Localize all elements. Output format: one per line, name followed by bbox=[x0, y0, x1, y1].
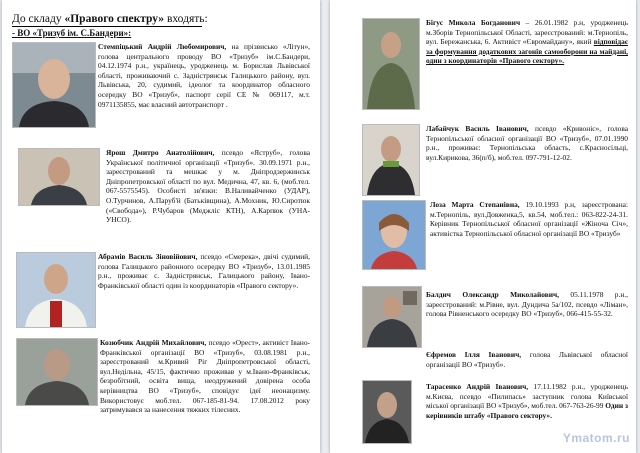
entry-yarosh: Ярош Дмитро Анатолійович, псевдо «Яструб», голова Української політичної організації «Тризуб». 30.09.1971 р.н., зареєстрований та мешкає у м. Дніпродзержинськ Дніпропетровської області по вул. Медична, 47, кв. 6, (моб.тел. 067-5575545). Особисті зв'язки: В.Наливайченко (УДАР), О.Турчинов, А.Паруб'й (Батьківщина), А.Мохник, Ю.Сиротюк («Свобода»), Р.Чубаров (Меджліс КТН), А.Карпюк (УНА-УНСО). bbox=[106, 148, 311, 225]
portrait-image bbox=[363, 381, 411, 443]
portrait-labaichuk bbox=[362, 124, 420, 196]
portrait-image bbox=[363, 201, 425, 269]
portrait-image bbox=[363, 19, 419, 109]
portrait-image bbox=[13, 43, 95, 127]
portrait-yarosh bbox=[18, 148, 100, 206]
organization-title: - ВО «Тризуб ім. С.Бандери»: bbox=[12, 28, 132, 38]
portrait-image bbox=[17, 253, 95, 327]
portrait-image bbox=[19, 149, 99, 205]
entry-loza: Лоза Марта Степанівна, 19.10.1993 р.н, зареєстрована: м.Тернопіль, вул.Довженка,5, кв.54, моб.тел.: 063-822-24-31. Керівник Тернопільської обласної організації «Жіноча Січ», активістка Тернопільської обласної організації ВО «Тризуб» bbox=[430, 200, 629, 238]
portrait-image bbox=[17, 339, 97, 405]
entry-yefremov: Єфремов Ілля Іванович, голова Львівської обласної організації ВО «Тризуб». bbox=[426, 350, 628, 369]
entry-kozyubchyk: Козюбчик Андрій Михайлович, псевдо «Орест», активіст Івано-Франківської організації ВО «Тризуб», 03.08.1981 р.н., зареєстрований м.Кривий Ріг Дніпропетровської області, вул.Недільна, 45/15, фактично проживав у м.Івано-Франківськ, безробітний, освіта вища, неодружений довірена особа керівництва ВО «Тризуб», сповідує ідеї неонацизму. Використовує моб.тел. 067-185-81-94. 17.08.2012 року затримувався за нанесення тяжких тілесних. bbox=[100, 338, 311, 415]
portrait-abramiv bbox=[16, 252, 96, 328]
portrait-tarasenko bbox=[362, 380, 412, 444]
portrait-image bbox=[363, 287, 421, 347]
portrait-bihus bbox=[362, 18, 420, 110]
portrait-stempitsky bbox=[12, 42, 96, 128]
entry-labaichuk: Лабайчук Василь Іванович, псевдо «Кривоніс», голова Тернопільської обласної організації ВО «Тризуб», 07.01.1990 р.н., проживає: Тернопільська область, с.Красносільці, вул.Кирикова, 36(п/б), моб.тел. 097-791-12-02. bbox=[426, 124, 629, 162]
entry-abramiv: Абрамів Василь Зіновійович, псевдо «Смерека», двічі судимий, голова Галицького районного осередку ВО «Тризуб», 13.01.1985 р.н., проживає с. Задністрянськ, Галицького району, Івано-Франківської області один із координаторів «Правого сектору». bbox=[98, 252, 310, 290]
portrait-loza bbox=[362, 200, 426, 270]
heading-underline bbox=[12, 26, 202, 27]
portrait-kozyubchyk bbox=[16, 338, 98, 406]
entry-stempitsky: Стемпіцький Андрій Любомирович, на прізвисько «Літун», голова центрального проводу ВО «Тризуб» ім.С.Бандери, 04.12.1974 р.н., українець, уродженець м. Борислав Львівської області, проживаючий с. Задністрянськ Галицького району, вул. Львівська, 20, судимий, ідеолог та координатор обласного осередку ВО «Тризуб», паспорт серії СЕ № 069117, м.т. 0971135855, має власний автотранспорт . bbox=[98, 42, 311, 109]
document-page-right bbox=[330, 0, 636, 453]
page-heading: До складу «Правого спектру» входять: bbox=[12, 13, 208, 25]
portrait-image bbox=[363, 125, 419, 195]
watermark: Ymatom.ru bbox=[562, 431, 630, 445]
entry-tarasenko: Тарасенко Андрій Іванович, 17.11.1982 р.н., уродженець м.Києва, псевдо «Пилипась» заступник голова Київської міської організації ВО «Тризуб», моб.тел. 067-763-26-99 Один з керівників штабу «Правого сектору». bbox=[426, 382, 629, 420]
entry-bihus: Бігус Микола Богданович – 26.01.1982 р.н, уродженець м.Зборів Тернопільської Області, зареєстрований: м.Тернопіль, вул. Бережанська, 6. Активіст «Євромайдану», який відповідає за формування додаткових загонів самооборони на майдані, один з координаторів «Правого сектору». bbox=[426, 18, 628, 66]
portrait-baldych bbox=[362, 286, 422, 348]
entry-baldych: Балдич Олександр Миколайович, 05.11.1978 р.н., зареєстрований: м.Рівне, вул. Дундича 5а/102, псевдо «Ліман», голова Рівненського осередку ВО «Тризуб», 066-415-55-32. bbox=[426, 290, 628, 319]
document-page-left bbox=[2, 0, 320, 453]
